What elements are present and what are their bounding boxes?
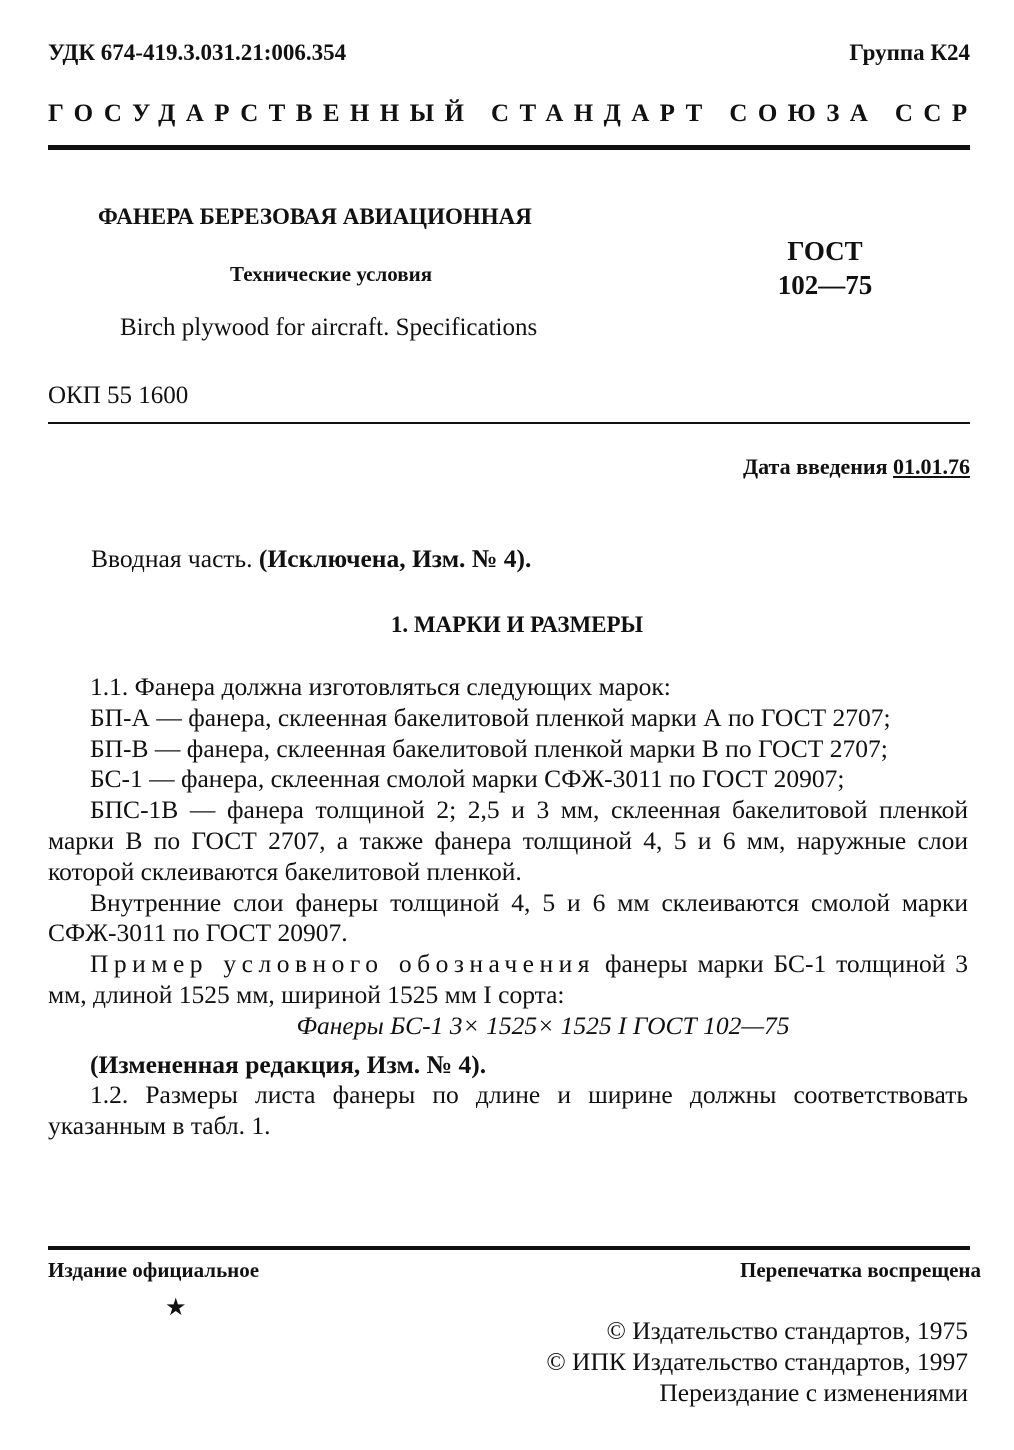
paragraph-bps-1v: БПС-1В — фанера толщиной 2; 2,5 и 3 мм, склеенная бакелитовой пленкой марки В по ГОСТ 2707, а также фанера толщиной 4, 5 и 6 мм, наружные слои которой склеиваются бакелитовой пленкой. — [48, 795, 968, 886]
paragraph-example-intro — [48, 949, 968, 1011]
copyright-1975: © Издательство стандартов, 1975 — [606, 1316, 968, 1345]
effective-date — [743, 454, 970, 480]
intro-line — [91, 544, 531, 574]
gost-label: ГОСТ — [787, 236, 863, 266]
udk-code: УДК 674-419.3.031.21:006.354 — [48, 40, 347, 65]
document-subtitle: Технические условия — [230, 262, 433, 286]
intro-text: Вводная часть. — [91, 544, 253, 573]
title-divider — [48, 422, 970, 424]
designation-example: Фанеры БС-1 3× 1525× 1525 I ГОСТ 102—75 — [296, 1010, 790, 1040]
gost-number: 102—75 — [777, 270, 873, 300]
official-edition: Издание официальное — [48, 1258, 260, 1282]
group-code: Группа К24 — [849, 40, 970, 65]
intro-note: (Исключена, Изм. № 4). — [258, 544, 532, 573]
header-divider — [48, 145, 970, 150]
section-title: 1. МАРКИ И РАЗМЕРЫ — [390, 612, 644, 637]
copyright-1997: © ИПК Издательство стандартов, 1997 — [546, 1347, 968, 1376]
changed-edition-note: (Измененная редакция, Изм. № 4). — [90, 1049, 487, 1079]
paragraph-1-1: 1.1. Фанера должна изготовляться следующих марок: — [90, 672, 671, 701]
section-body — [48, 672, 968, 1142]
star-icon: ★ — [165, 1295, 187, 1321]
effective-date-label: Дата введения — [742, 454, 888, 479]
okp-code: ОКП 55 1600 — [48, 382, 189, 409]
paragraph-bs-1: БС-1 — фанера, склеенная смолой марки СФЖ-3011 по ГОСТ 20907; — [90, 764, 845, 794]
reprint-prohibited: Перепечатка воспрещена — [740, 1258, 981, 1282]
paragraph-1-2: 1.2. Размеры листа фанеры по длине и ширине должны соответствовать указанным в табл. 1. — [48, 1080, 968, 1141]
paragraph-bp-v: БП-В — фанера, склеенная бакелитовой пленкой марки В по ГОСТ 2707; — [90, 733, 888, 763]
document-title: ФАНЕРА БЕРЕЗОВАЯ АВИАЦИОННАЯ — [98, 204, 532, 229]
state-standard-heading: ГОСУДАРСТВЕННЫЙ СТАНДАРТ СОЮЗА ССР — [48, 100, 978, 127]
example-spaced-label: Пример условного обозначения — [90, 949, 596, 979]
example-intro-text: фанеры марки БС-1 толщиной 3 мм, длиной 1525 мм, шириной 1525 мм I сорта: — [48, 949, 969, 1009]
english-title: Birch plywood for aircraft. Specifications — [120, 314, 538, 341]
paragraph-bp-a: БП-А — фанера, склеенная бакелитовой пленкой марки А по ГОСТ 2707; — [90, 702, 891, 732]
footer-divider — [48, 1246, 970, 1250]
paragraph-inner-layers: Внутренние слои фанеры толщиной 4, 5 и 6 мм склеиваются смолой марки СФЖ-3011 по ГОСТ 20907. — [48, 887, 968, 948]
effective-date-value: 01.01.76 — [893, 454, 970, 479]
reissue-note: Переиздание с изменениями — [659, 1378, 968, 1407]
